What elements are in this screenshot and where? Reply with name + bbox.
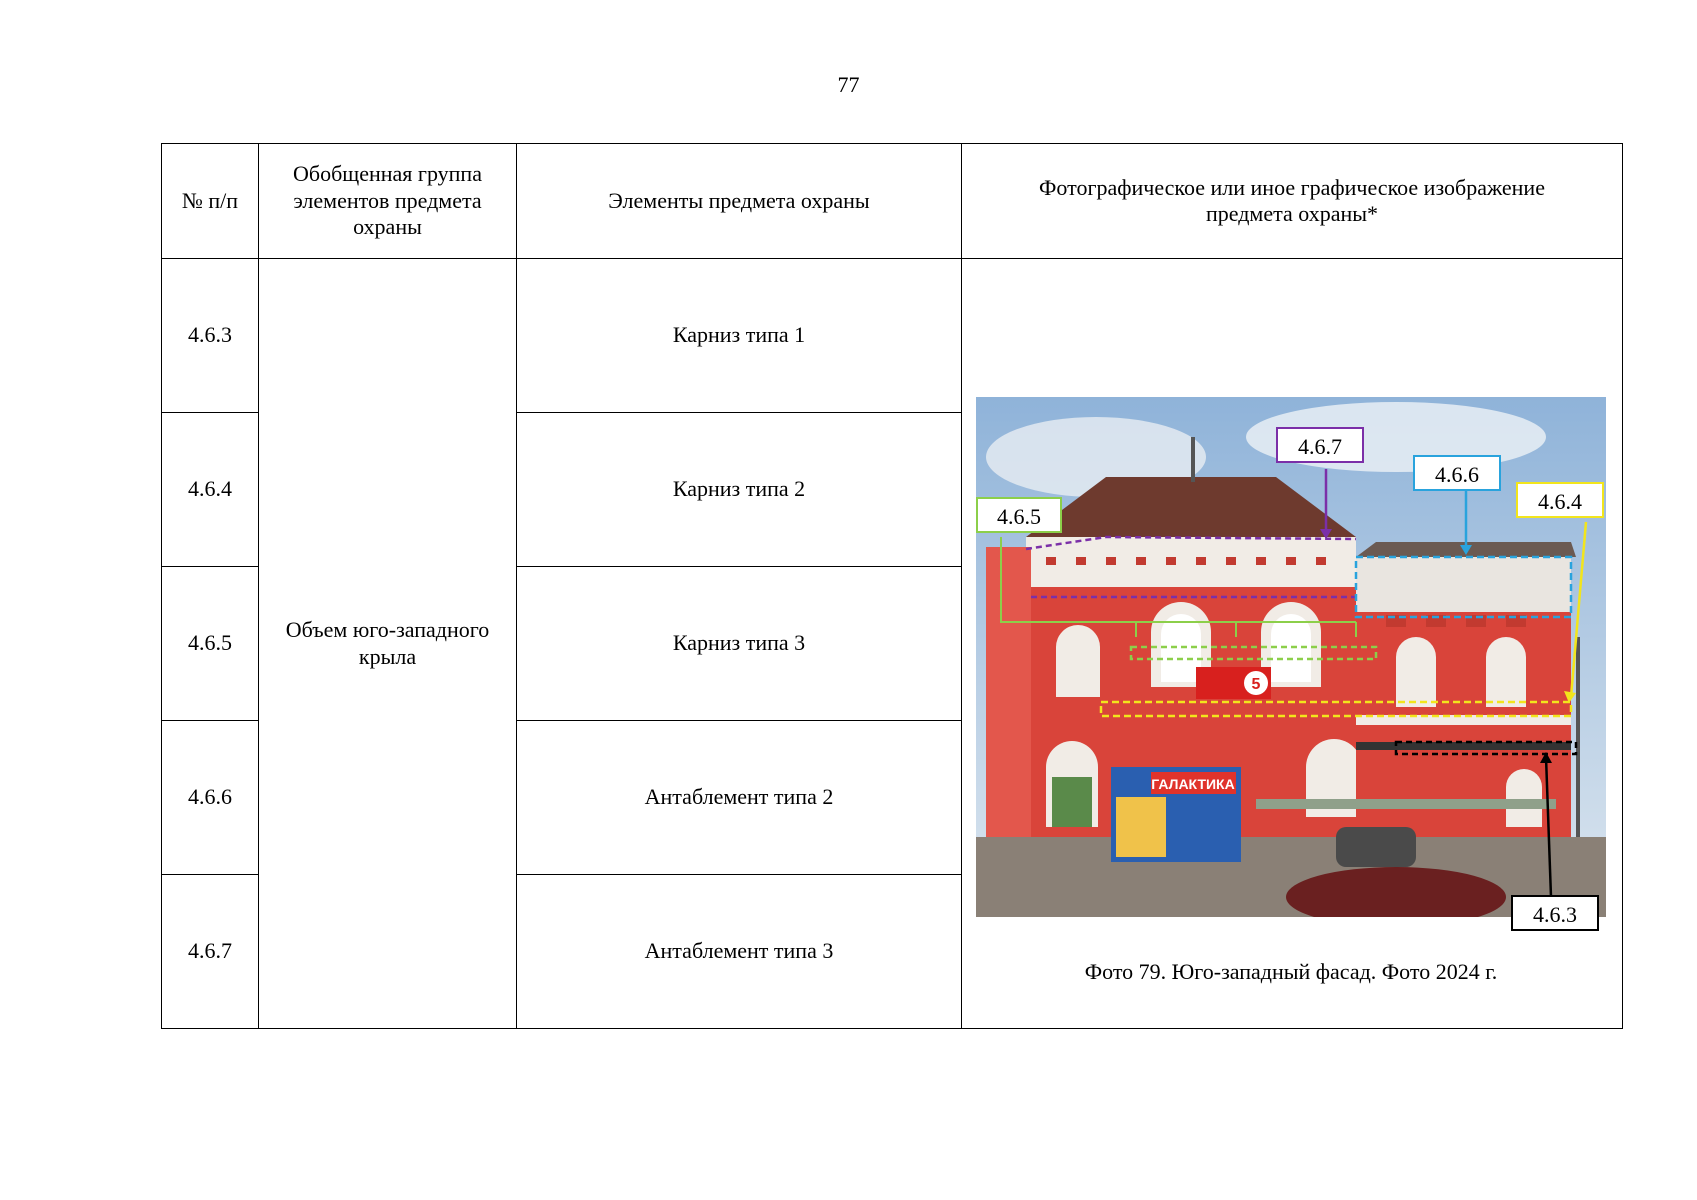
row-num: 4.6.5	[162, 567, 259, 721]
row-num: 4.6.3	[162, 259, 259, 413]
label-4-6-5: 4.6.5	[976, 497, 1062, 533]
photo-caption: Фото 79. Юго-западный фасад. Фото 2024 г.	[1084, 959, 1498, 984]
protection-elements-table	[161, 143, 1623, 1029]
page-number: 77	[837, 72, 860, 97]
header-group: Обобщенная группа элементов предмета охраны	[259, 144, 517, 259]
header-num: № п/п	[162, 144, 259, 259]
row-num: 4.6.4	[162, 413, 259, 567]
row-element: Карниз типа 1	[517, 259, 962, 413]
photo-cell	[962, 259, 1623, 1029]
table-row	[162, 259, 1623, 413]
label-4-6-3: 4.6.3	[1511, 895, 1599, 931]
row-element: Антаблемент типа 2	[517, 721, 962, 875]
row-element: Антаблемент типа 3	[517, 875, 962, 1029]
row-element: Карниз типа 2	[517, 413, 962, 567]
header-elements: Элементы предмета охраны	[517, 144, 962, 259]
row-num: 4.6.7	[162, 875, 259, 1029]
label-4-6-6: 4.6.6	[1413, 455, 1501, 491]
header-photo: Фотографическое или иное графическое изображение предмета охраны*	[962, 144, 1623, 259]
label-4-6-4: 4.6.4	[1516, 482, 1604, 518]
facade-photo	[976, 397, 1606, 927]
label-4-6-7: 4.6.7	[1276, 427, 1364, 463]
svg-text:5: 5	[1251, 676, 1261, 693]
billboard-text: ГАЛАКТИКА	[1151, 776, 1235, 792]
row-num: 4.6.6	[162, 721, 259, 875]
table-header-row	[162, 144, 1623, 259]
group-cell: Объем юго-западного крыла	[259, 259, 517, 1029]
row-element: Карниз типа 3	[517, 567, 962, 721]
